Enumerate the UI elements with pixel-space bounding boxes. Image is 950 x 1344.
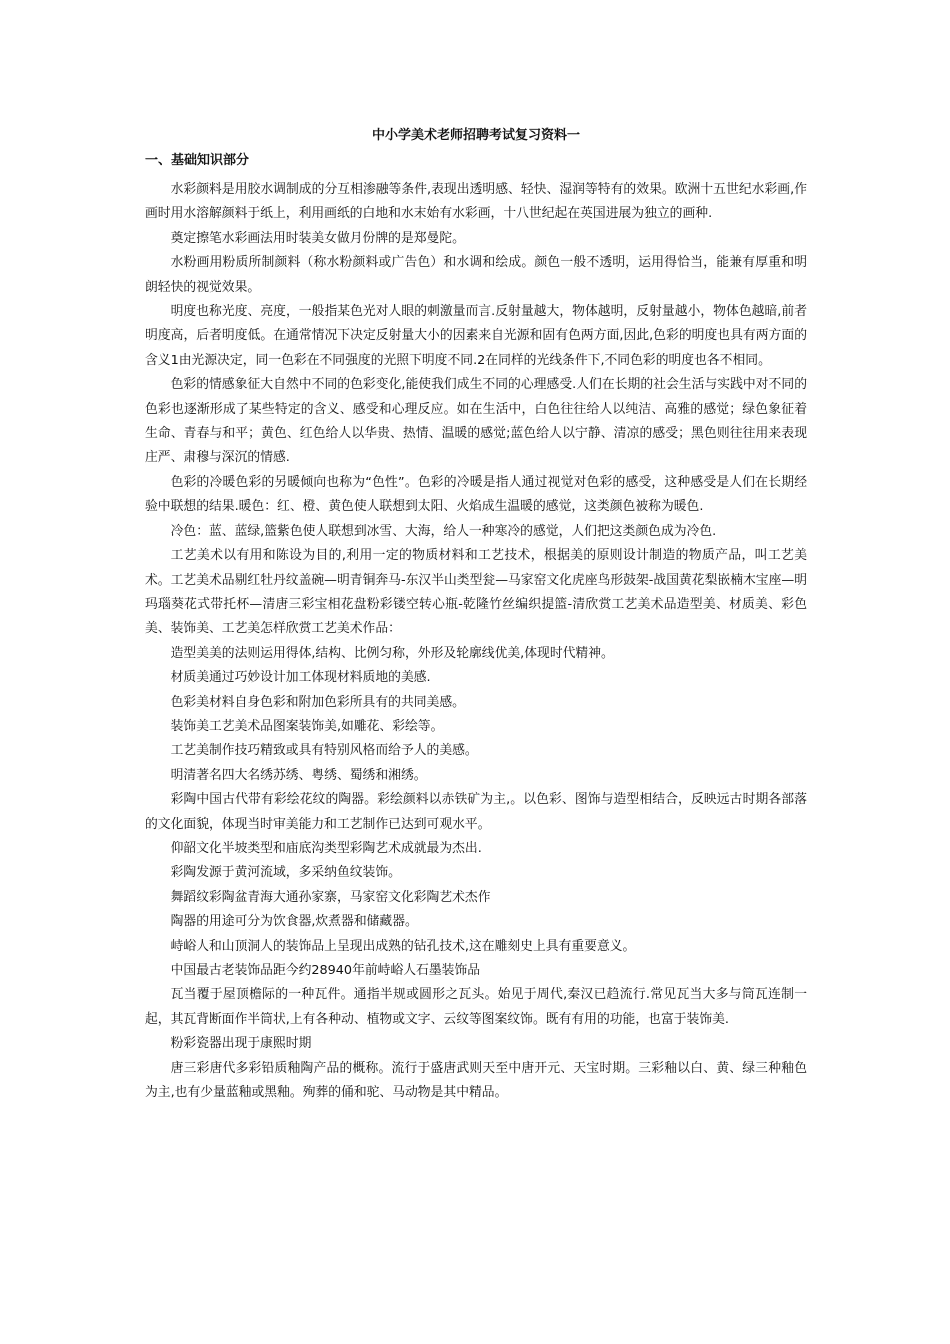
paragraph: 奠定擦笔水彩画法用时装美女做月份牌的是郑曼陀。 (170, 230, 465, 246)
paragraph: 陶器的用途可分为饮食器,炊煮器和储藏器。 (170, 914, 418, 930)
document-title: 中小学美术老师招聘考试复习资料一 (371, 128, 580, 143)
document-body (145, 178, 807, 1105)
section-heading: 一、基础知识部分 (145, 153, 250, 168)
paragraph: 舞蹈纹彩陶盆青海大通孙家寨，马家窑文化彩陶艺术杰作 (170, 889, 491, 905)
paragraph: 唐三彩唐代多彩铅质釉陶产品的概称。流行于盛唐武则天至中唐开元、天宝时期。三彩釉以白、黄、绿三种釉色为主,也有少量蓝釉或黑釉。殉葬的俑和驼、马动物是其中精品。 (145, 1060, 807, 1101)
paragraph: 瓦当覆于屋顶檐际的一种瓦件。通指半规或圆形之瓦头。始见于周代,秦汉已趋流行.常见瓦当大多与筒瓦连制一起，其瓦背断面作半筒状,上有各种动、植物或文字、云纹等图案纹饰。既有有用的功能，也富于装饰美. (145, 987, 807, 1027)
paragraph: 水粉画用粉质所制颜料（称水粉颜料或广告色）和水调和绘成。颜色一般不透明，运用得恰当，能兼有厚重和明朗轻快的视觉效果。 (145, 255, 807, 295)
paragraph: 色彩美材料自身色彩和附加色彩所具有的共同美感。 (170, 694, 465, 710)
paragraph: 冷色：蓝、蓝绿,篮紫色使人联想到冰雪、大海，给人一种寒冷的感觉，人们把这类颜色成为冷色. (170, 523, 717, 539)
paragraph: 仰韶文化半坡类型和庙底沟类型彩陶艺术成就最为杰出. (170, 840, 482, 856)
paragraph: 粉彩瓷器出现于康熙时期 (170, 1036, 312, 1052)
paragraph: 彩陶中国古代带有彩绘花纹的陶器。彩绘颜料以赤铁矿为主,。以色彩、图饰与造型相结合，反映远古时期各部落的文化面貌，体现当时审美能力和工艺制作已达到可观水平。 (145, 792, 807, 832)
paragraph: 造型美美的法则运用得体,结构、比例匀称，外形及轮廓线优美,体现时代精神。 (170, 645, 614, 661)
paragraph: 色彩的冷暖色彩的另暖倾向也称为“色性”。色彩的冷暖是指人通过视觉对色彩的感受，这种感受是人们在长期经验中联想的结果.暖色：红、橙、黄色使人联想到太阳、火焰成生温暖的感觉，这类颜色被称为暖色. (145, 474, 807, 515)
paragraph: 工艺美术以有用和陈设为目的,利用一定的物质材料和工艺技术，根据美的原则设计制造的物质产品，叫工艺美术。工艺美术品剔红牡丹纹盖碗—明青铜奔马-东汉半山类型瓮—马家窑文化虎座鸟形鼓架-战国黄花梨嵌楠木宝座—明玛瑙葵花式带托杯—清唐三彩宝相花盘粉彩镂空转心瓶-乾隆竹丝编织提篮-清欣赏工艺美术品造型美、材质美、彩色美、装饰美、工艺美怎样欣赏工艺美术作品： (145, 548, 807, 637)
paragraph: 水彩颜料是用胶水调制成的分互相渗融等条件,表现出透明感、轻快、湿润等特有的效果。欧洲十五世纪水彩画,作画时用水溶解颜料于纸上，利用画纸的白地和水末始有水彩画，十八世纪起在英国进展为独立的画种. (145, 182, 807, 222)
paragraph: 装饰美工艺美术品图案装饰美,如雕花、彩绘等。 (170, 718, 444, 734)
paragraph: 色彩的情感象征大自然中不同的色彩变化,能使我们成生不同的心理感受.人们在长期的社会生活与实践中对不同的色彩也逐渐形成了某些特定的含义、感受和心理反应。如在生活中，白色往往给人以纯洁、高雅的感觉；绿色象征着生命、青春与和平；黄色、红色给人以华贵、热情、温暖的感觉;蓝色给人以宁静、清凉的感受；黑色则往往用来表现庄严、肃穆与深沉的情感. (145, 377, 807, 466)
paragraph: 彩陶发源于黄河流域，多采纳鱼纹装饰。 (170, 865, 401, 881)
paragraph: 峙峪人和山顶洞人的装饰品上呈现出成熟的钻孔技术,这在雕刻史上具有重要意义。 (170, 938, 636, 954)
paragraph: 工艺美制作技巧精致或具有特别风格而给予人的美感。 (170, 743, 478, 759)
paragraph: 中国最古老装饰品距今约28940年前峙峪人石墨装饰品 (170, 963, 481, 978)
paragraph: 材质美通过巧妙设计加工体现材料质地的美感. (170, 670, 431, 686)
paragraph: 明清著名四大名绣苏绣、粤绣、蜀绣和湘绣。 (170, 767, 427, 783)
paragraph: 明度也称光度、亮度，一般指某色光对人眼的刺激量而言.反射量越大，物体越明，反射量越小，物体色越暗,前者明度高，后者明度低。在通常情况下决定反射量大小的因素来自光源和固有色两方面,因此,色彩的明度也具有两方面的含义1由光源决定，同一色彩在不同强度的光照下明度不同.2在同样的光线条件下,不同色彩的明度也各不相同。 (145, 304, 807, 368)
